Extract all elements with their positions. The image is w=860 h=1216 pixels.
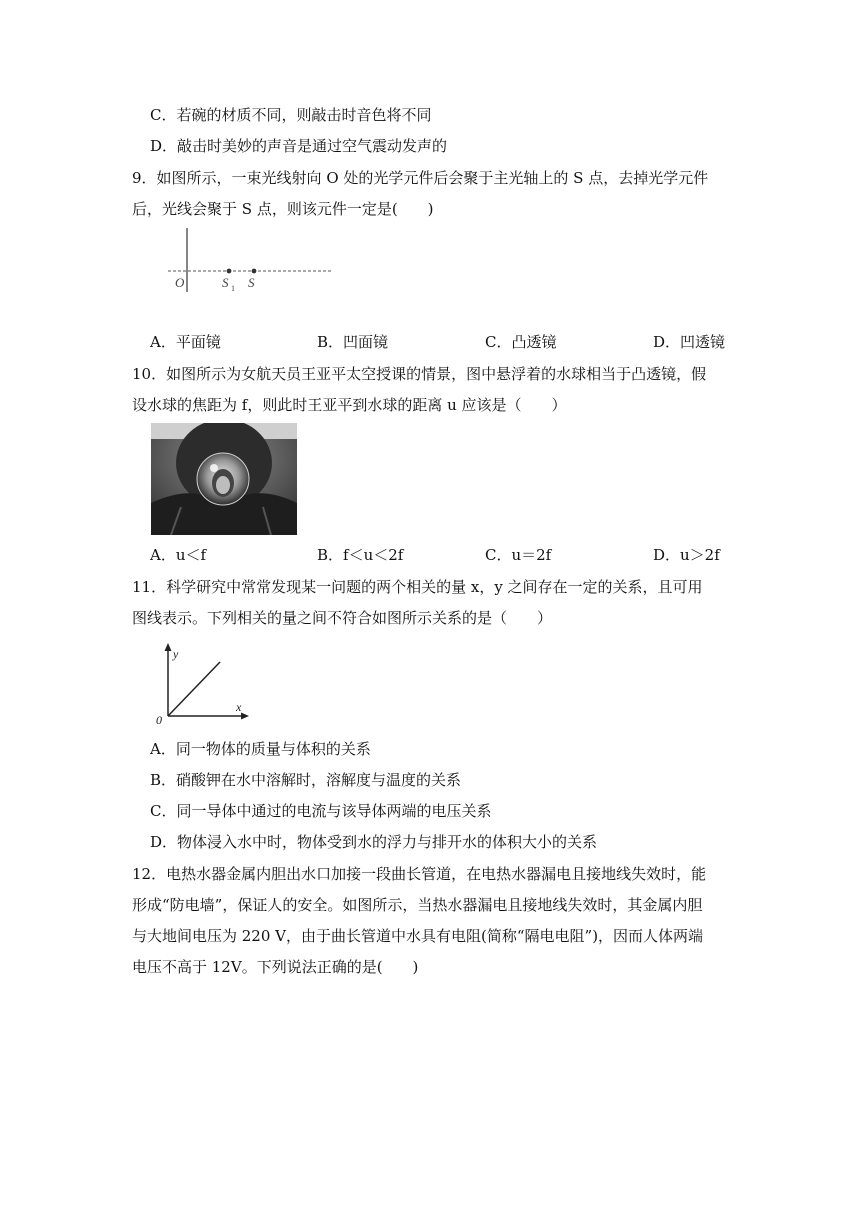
- q10-option-a: A．u＜f: [150, 546, 207, 564]
- x-axis-label: x: [236, 700, 242, 714]
- q10-stem-line2: 设水球的焦距为 f，则此时王亚平到水球的距离 u 应该是（ ）: [132, 396, 567, 414]
- y-axis-label: y: [173, 647, 179, 661]
- q10-option-c: C．u＝2f: [485, 546, 552, 564]
- q12-stem-line4: 电压不高于 12V。下列说法正确的是( ): [132, 958, 419, 976]
- optics-diagram: [160, 222, 340, 322]
- q8-option-d: D．敲击时美妙的声音是通过空气震动发声的: [150, 137, 448, 155]
- linear-graph: [152, 640, 252, 726]
- q9-option-d: D．凹透镜: [653, 333, 726, 351]
- q9-option-b: B．凹面镜: [317, 333, 389, 351]
- label-s1: S: [222, 275, 229, 290]
- q11-stem-line1: 11．科学研究中常常发现某一问题的两个相关的量 x，y 之间存在一定的关系，且可用: [132, 578, 703, 596]
- q11-option-a: A．同一物体的质量与体积的关系: [150, 740, 371, 758]
- q11-option-d: D．物体浸入水中时，物体受到水的浮力与排开水的体积大小的关系: [150, 833, 598, 851]
- label-s1-subscript: 1: [231, 284, 235, 293]
- origin-label: 0: [156, 713, 162, 726]
- point-s1: [227, 269, 232, 274]
- label-s: S: [248, 275, 255, 290]
- point-s: [252, 269, 257, 274]
- q10-option-b: B．f＜u＜2f: [317, 546, 404, 564]
- y-axis-arrow: [165, 643, 172, 651]
- q11-option-b: B．硝酸钾在水中溶解时，溶解度与温度的关系: [150, 771, 462, 789]
- q9-option-c: C．凸透镜: [485, 333, 557, 351]
- q12-stem-line2: 形成“防电墙”，保证人的安全。如图所示，当热水器漏电且接地线失效时，其金属内胆: [132, 896, 703, 914]
- q9-stem-line1: 9．如图所示，一束光线射向 O 处的光学元件后会聚于主光轴上的 S 点，去掉光学元件: [132, 169, 709, 187]
- label-o: O: [175, 275, 185, 290]
- proportional-line: [168, 662, 220, 716]
- q11-graph-figure: [152, 640, 252, 726]
- q12-stem-line3: 与大地间电压为 220 V，由于曲长管道中水具有电阻(简称“隔电电阻”)，因而人体两端: [132, 927, 704, 945]
- q9-option-a: A．平面镜: [150, 333, 221, 351]
- q8-option-c: C．若碗的材质不同，则敲击时音色将不同: [150, 106, 432, 124]
- q9-stem-line2: 后，光线会聚于 S 点，则该元件一定是( ): [132, 200, 434, 218]
- q12-stem-line1: 12．电热水器金属内胆出水口加接一段曲长管道，在电热水器漏电且接地线失效时，能: [132, 865, 707, 883]
- q10-stem-line1: 10．如图所示为女航天员王亚平太空授课的情景，图中悬浮着的水球相当于凸透镜，假: [132, 365, 707, 383]
- q10-photo: [151, 423, 297, 535]
- q11-option-c: C．同一导体中通过的电流与该导体两端的电压关系: [150, 802, 492, 820]
- q11-stem-line2: 图线表示。下列相关的量之间不符合如图所示关系的是（ ）: [132, 609, 553, 627]
- astronaut-water-ball-photo: [151, 423, 297, 535]
- q10-option-d: D．u＞2f: [653, 546, 720, 564]
- q9-optics-figure: [160, 222, 340, 322]
- x-axis-arrow: [241, 713, 249, 720]
